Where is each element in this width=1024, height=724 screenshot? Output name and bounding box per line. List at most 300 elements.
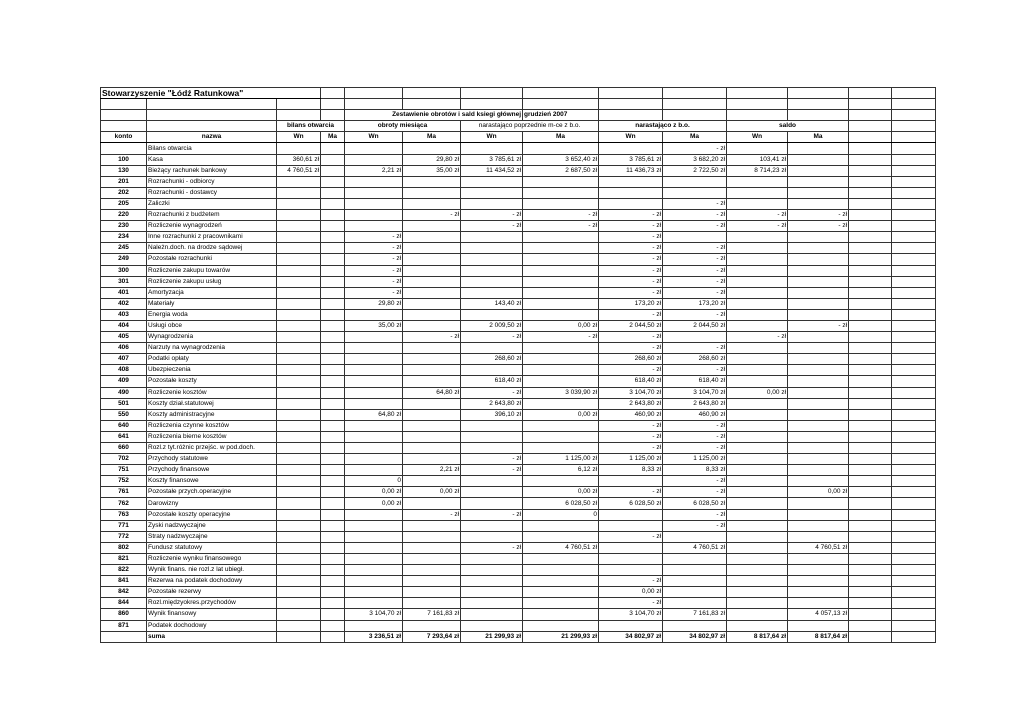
- account-name: Pozostałe koszty: [147, 376, 277, 387]
- account-name: Przychody finansowe: [147, 465, 277, 476]
- amount-cell: [727, 287, 788, 298]
- amount-cell: - zł: [663, 198, 727, 209]
- amount-cell: - zł: [663, 254, 727, 265]
- table-row: [101, 165, 936, 176]
- amount-cell: [727, 598, 788, 609]
- amount-cell: 7 161,83 zł: [663, 609, 727, 620]
- amount-cell: [727, 265, 788, 276]
- sum-cell: 34 802,97 zł: [663, 631, 727, 642]
- table-row: [101, 487, 936, 498]
- account-number: 860: [101, 609, 147, 620]
- amount-cell: 0,00 zł: [523, 409, 599, 420]
- sum-cell: 21 299,93 zł: [523, 631, 599, 642]
- amount-cell: [403, 343, 461, 354]
- table-row: [101, 287, 936, 298]
- amount-cell: 4 057,13 zł: [788, 609, 849, 620]
- amount-cell: [345, 598, 403, 609]
- amount-cell: [523, 598, 599, 609]
- amount-cell: [788, 398, 849, 409]
- table-row: [101, 221, 936, 232]
- table-row: [101, 243, 936, 254]
- amount-cell: [403, 476, 461, 487]
- account-number: 641: [101, 431, 147, 442]
- amount-cell: - zł: [788, 221, 849, 232]
- amount-cell: [727, 465, 788, 476]
- account-number: 403: [101, 309, 147, 320]
- table-row: [101, 320, 936, 331]
- col-wn: Wn: [461, 132, 523, 143]
- amount-cell: [461, 620, 523, 631]
- sum-cell: [277, 631, 321, 642]
- amount-cell: [727, 487, 788, 498]
- group-saldo: saldo: [727, 121, 849, 132]
- amount-cell: - zł: [663, 487, 727, 498]
- amount-cell: [523, 576, 599, 587]
- amount-cell: [461, 309, 523, 320]
- amount-cell: - zł: [461, 332, 523, 343]
- amount-cell: [277, 587, 321, 598]
- account-name: Koszty administracyjne: [147, 409, 277, 420]
- amount-cell: [788, 531, 849, 542]
- amount-cell: [523, 298, 599, 309]
- amount-cell: [345, 520, 403, 531]
- amount-cell: [321, 387, 345, 398]
- amount-cell: - zł: [345, 254, 403, 265]
- account-number: 202: [101, 187, 147, 198]
- amount-cell: - zł: [599, 332, 663, 343]
- amount-cell: [345, 387, 403, 398]
- amount-cell: 4 760,51 zł: [523, 542, 599, 553]
- amount-cell: - zł: [788, 320, 849, 331]
- amount-cell: [788, 365, 849, 376]
- amount-cell: [523, 531, 599, 542]
- amount-cell: [461, 587, 523, 598]
- amount-cell: 6,12 zł: [523, 465, 599, 476]
- amount-cell: [321, 332, 345, 343]
- amount-cell: [403, 443, 461, 454]
- amount-cell: [523, 398, 599, 409]
- table-row: [101, 265, 936, 276]
- amount-cell: - zł: [663, 210, 727, 221]
- amount-cell: [345, 398, 403, 409]
- amount-cell: [277, 354, 321, 365]
- account-name: Pozostałe koszty operacyjne: [147, 509, 277, 520]
- amount-cell: [461, 576, 523, 587]
- account-name: Pozostałe rozrachunki: [147, 254, 277, 265]
- amount-cell: [599, 565, 663, 576]
- amount-cell: [727, 243, 788, 254]
- col-wn: Wn: [727, 132, 788, 143]
- amount-cell: [599, 176, 663, 187]
- amount-cell: 3 785,61 zł: [599, 154, 663, 165]
- amount-cell: 618,40 zł: [599, 376, 663, 387]
- account-name: Wynik finansowy: [147, 609, 277, 620]
- amount-cell: [788, 298, 849, 309]
- amount-cell: [461, 443, 523, 454]
- amount-cell: [345, 143, 403, 154]
- col-ma: Ma: [321, 132, 345, 143]
- amount-cell: [788, 243, 849, 254]
- amount-cell: [321, 565, 345, 576]
- account-number: 842: [101, 587, 147, 598]
- amount-cell: [727, 187, 788, 198]
- amount-cell: [788, 409, 849, 420]
- amount-cell: [345, 332, 403, 343]
- amount-cell: [523, 609, 599, 620]
- amount-cell: [321, 210, 345, 221]
- amount-cell: - zł: [663, 443, 727, 454]
- amount-cell: [788, 154, 849, 165]
- amount-cell: - zł: [599, 232, 663, 243]
- amount-cell: [788, 276, 849, 287]
- account-number: 130: [101, 165, 147, 176]
- amount-cell: 0,00 zł: [523, 487, 599, 498]
- amount-cell: - zł: [663, 221, 727, 232]
- amount-cell: [461, 198, 523, 209]
- amount-cell: - zł: [461, 387, 523, 398]
- amount-cell: - zł: [663, 309, 727, 320]
- amount-cell: 2 722,50 zł: [663, 165, 727, 176]
- amount-cell: [788, 565, 849, 576]
- amount-cell: [461, 531, 523, 542]
- amount-cell: [403, 498, 461, 509]
- sum-cell: 21 299,93 zł: [461, 631, 523, 642]
- amount-cell: [277, 443, 321, 454]
- amount-cell: [727, 587, 788, 598]
- amount-cell: - zł: [599, 276, 663, 287]
- amount-cell: [277, 398, 321, 409]
- amount-cell: [345, 531, 403, 542]
- amount-cell: - zł: [345, 232, 403, 243]
- amount-cell: [599, 553, 663, 564]
- table-row: [101, 398, 936, 409]
- amount-cell: - zł: [663, 265, 727, 276]
- account-number: 761: [101, 487, 147, 498]
- amount-cell: [321, 498, 345, 509]
- table-row: [101, 154, 936, 165]
- amount-cell: [345, 454, 403, 465]
- amount-cell: [727, 553, 788, 564]
- account-number: 821: [101, 553, 147, 564]
- amount-cell: [321, 176, 345, 187]
- amount-cell: 35,00 zł: [345, 320, 403, 331]
- table-row: [101, 298, 936, 309]
- account-number: 772: [101, 531, 147, 542]
- amount-cell: 3 785,61 zł: [461, 154, 523, 165]
- sum-cell: 8 817,64 zł: [727, 631, 788, 642]
- col-wn: Wn: [345, 132, 403, 143]
- amount-cell: - zł: [403, 509, 461, 520]
- amount-cell: [523, 309, 599, 320]
- table-row: [101, 343, 936, 354]
- table-row: [101, 576, 936, 587]
- amount-cell: - zł: [727, 221, 788, 232]
- amount-cell: [345, 376, 403, 387]
- amount-cell: - zł: [599, 431, 663, 442]
- amount-cell: [523, 620, 599, 631]
- report-period: grudzień 2007: [523, 110, 599, 121]
- amount-cell: [788, 165, 849, 176]
- amount-cell: [345, 565, 403, 576]
- amount-cell: - zł: [727, 332, 788, 343]
- amount-cell: [727, 376, 788, 387]
- table-row: [101, 420, 936, 431]
- amount-cell: [727, 143, 788, 154]
- account-number: 245: [101, 243, 147, 254]
- amount-cell: [461, 187, 523, 198]
- amount-cell: [321, 576, 345, 587]
- amount-cell: [277, 598, 321, 609]
- amount-cell: [727, 431, 788, 442]
- amount-cell: [461, 232, 523, 243]
- amount-cell: [788, 476, 849, 487]
- amount-cell: [663, 176, 727, 187]
- table-row: [101, 620, 936, 631]
- amount-cell: [403, 232, 461, 243]
- amount-cell: [727, 309, 788, 320]
- amount-cell: [727, 520, 788, 531]
- account-name: Fundusz statutowy: [147, 542, 277, 553]
- amount-cell: [461, 520, 523, 531]
- table-row: [101, 498, 936, 509]
- table-row: [101, 365, 936, 376]
- account-name: Rozliczenia bierne kosztów: [147, 431, 277, 442]
- account-name: Rozl.międzyokres.przychodów: [147, 598, 277, 609]
- amount-cell: - zł: [663, 431, 727, 442]
- account-name: Rozliczenia czynne kosztów: [147, 420, 277, 431]
- amount-cell: [727, 354, 788, 365]
- amount-cell: - zł: [345, 243, 403, 254]
- amount-cell: [403, 598, 461, 609]
- table-row: [101, 309, 936, 320]
- account-number: 408: [101, 365, 147, 376]
- amount-cell: - zł: [599, 343, 663, 354]
- amount-cell: [599, 198, 663, 209]
- amount-cell: [788, 509, 849, 520]
- amount-cell: [403, 420, 461, 431]
- amount-cell: [277, 309, 321, 320]
- table-row: [101, 254, 936, 265]
- amount-cell: [277, 254, 321, 265]
- amount-cell: [523, 354, 599, 365]
- account-number: 640: [101, 420, 147, 431]
- amount-cell: - zł: [345, 276, 403, 287]
- account-number: 406: [101, 343, 147, 354]
- amount-cell: [461, 265, 523, 276]
- account-name: Bieżący rachunek bankowy: [147, 165, 277, 176]
- amount-cell: 3 652,40 zł: [523, 154, 599, 165]
- amount-cell: 460,90 zł: [599, 409, 663, 420]
- amount-cell: [599, 143, 663, 154]
- amount-cell: [727, 320, 788, 331]
- table-row: [101, 332, 936, 343]
- amount-cell: [321, 154, 345, 165]
- amount-cell: - zł: [599, 309, 663, 320]
- amount-cell: [788, 332, 849, 343]
- account-number: 402: [101, 298, 147, 309]
- amount-cell: [461, 243, 523, 254]
- amount-cell: [523, 443, 599, 454]
- amount-cell: [727, 454, 788, 465]
- account-name: Zaliczki: [147, 198, 277, 209]
- sum-cell: [321, 631, 345, 642]
- amount-cell: 3 104,70 zł: [599, 387, 663, 398]
- table-row: [101, 509, 936, 520]
- account-name: Rozliczenie zakupu towarów: [147, 265, 277, 276]
- amount-cell: 64,80 zł: [403, 387, 461, 398]
- amount-cell: [403, 365, 461, 376]
- amount-cell: [599, 542, 663, 553]
- amount-cell: [788, 254, 849, 265]
- balance-sheet: [100, 87, 935, 643]
- amount-cell: [727, 365, 788, 376]
- amount-cell: 1 125,00 zł: [599, 454, 663, 465]
- amount-cell: - zł: [599, 598, 663, 609]
- amount-cell: [277, 276, 321, 287]
- amount-cell: [727, 276, 788, 287]
- account-name: Darowizny: [147, 498, 277, 509]
- table-row: [101, 553, 936, 564]
- table-row: [101, 454, 936, 465]
- amount-cell: [461, 487, 523, 498]
- account-name: Koszty finansowe: [147, 476, 277, 487]
- account-name: Pozostałe przych.operacyjne: [147, 487, 277, 498]
- amount-cell: 618,40 zł: [461, 376, 523, 387]
- amount-cell: [277, 332, 321, 343]
- account-number: 771: [101, 520, 147, 531]
- amount-cell: 0,00 zł: [345, 487, 403, 498]
- amount-cell: [788, 376, 849, 387]
- amount-cell: [788, 354, 849, 365]
- amount-cell: 6 028,50 zł: [663, 498, 727, 509]
- amount-cell: [461, 365, 523, 376]
- sum-cell: 3 236,51 zł: [345, 631, 403, 642]
- amount-cell: [321, 620, 345, 631]
- amount-cell: [277, 343, 321, 354]
- amount-cell: 0,00 zł: [345, 498, 403, 509]
- amount-cell: - zł: [461, 509, 523, 520]
- amount-cell: [321, 420, 345, 431]
- amount-cell: [277, 553, 321, 564]
- amount-cell: [523, 254, 599, 265]
- account-name: Narzuty na wynagrodzenia: [147, 343, 277, 354]
- amount-cell: 8,33 zł: [599, 465, 663, 476]
- amount-cell: [403, 187, 461, 198]
- amount-cell: 2 009,50 zł: [461, 320, 523, 331]
- amount-cell: [345, 587, 403, 598]
- amount-cell: [461, 343, 523, 354]
- amount-cell: [277, 221, 321, 232]
- amount-cell: [321, 398, 345, 409]
- amount-cell: - zł: [345, 287, 403, 298]
- report-title: Zestawienie obrotów i sald ksiegi głównej: [345, 110, 523, 121]
- account-number: 501: [101, 398, 147, 409]
- amount-cell: 4 760,51 zł: [277, 165, 321, 176]
- amount-cell: [403, 542, 461, 553]
- amount-cell: [403, 221, 461, 232]
- amount-cell: [599, 620, 663, 631]
- amount-cell: [345, 221, 403, 232]
- amount-cell: 268,60 zł: [599, 354, 663, 365]
- table-row: [101, 520, 936, 531]
- amount-cell: [321, 265, 345, 276]
- table-row: [101, 210, 936, 221]
- amount-cell: [277, 609, 321, 620]
- amount-cell: [277, 187, 321, 198]
- amount-cell: [663, 598, 727, 609]
- account-number: 100: [101, 154, 147, 165]
- amount-cell: [345, 176, 403, 187]
- account-number: 660: [101, 443, 147, 454]
- amount-cell: [461, 420, 523, 431]
- amount-cell: [277, 143, 321, 154]
- amount-cell: 268,60 zł: [663, 354, 727, 365]
- amount-cell: [321, 343, 345, 354]
- account-name: Rozliczenie kosztów: [147, 387, 277, 398]
- amount-cell: 64,80 zł: [345, 409, 403, 420]
- amount-cell: [403, 576, 461, 587]
- account-name: Usługi obce: [147, 320, 277, 331]
- amount-cell: [277, 565, 321, 576]
- account-name: Przychody statutowe: [147, 454, 277, 465]
- amount-cell: [788, 454, 849, 465]
- amount-cell: [788, 443, 849, 454]
- amount-cell: [403, 620, 461, 631]
- account-number: 490: [101, 387, 147, 398]
- account-name: Rozl.z tyt.różnic przejśc. w pod.doch.: [147, 443, 277, 454]
- amount-cell: [403, 265, 461, 276]
- amount-cell: [345, 187, 403, 198]
- table-row: [101, 476, 936, 487]
- account-number: 822: [101, 565, 147, 576]
- col-konto: konto: [101, 132, 147, 143]
- amount-cell: [788, 198, 849, 209]
- amount-cell: - zł: [663, 143, 727, 154]
- amount-cell: [277, 531, 321, 542]
- amount-cell: [277, 176, 321, 187]
- account-number: 752: [101, 476, 147, 487]
- amount-cell: - zł: [599, 265, 663, 276]
- amount-cell: [277, 387, 321, 398]
- table-row: [101, 143, 936, 154]
- account-number: 230: [101, 221, 147, 232]
- account-number: 401: [101, 287, 147, 298]
- amount-cell: 2,21 zł: [345, 165, 403, 176]
- amount-cell: 2 643,80 zł: [461, 398, 523, 409]
- amount-cell: [321, 365, 345, 376]
- amount-cell: [461, 598, 523, 609]
- amount-cell: 0,00 zł: [727, 387, 788, 398]
- amount-cell: [277, 198, 321, 209]
- amount-cell: [523, 287, 599, 298]
- amount-cell: [345, 198, 403, 209]
- amount-cell: - zł: [599, 287, 663, 298]
- amount-cell: [277, 232, 321, 243]
- amount-cell: - zł: [663, 520, 727, 531]
- amount-cell: [321, 587, 345, 598]
- amount-cell: [345, 354, 403, 365]
- amount-cell: [727, 198, 788, 209]
- amount-cell: [663, 531, 727, 542]
- amount-cell: 2 044,50 zł: [599, 320, 663, 331]
- amount-cell: [277, 476, 321, 487]
- amount-cell: [788, 343, 849, 354]
- amount-cell: [461, 553, 523, 564]
- amount-cell: [523, 365, 599, 376]
- table-row: [101, 609, 936, 620]
- amount-cell: [461, 609, 523, 620]
- amount-cell: [788, 387, 849, 398]
